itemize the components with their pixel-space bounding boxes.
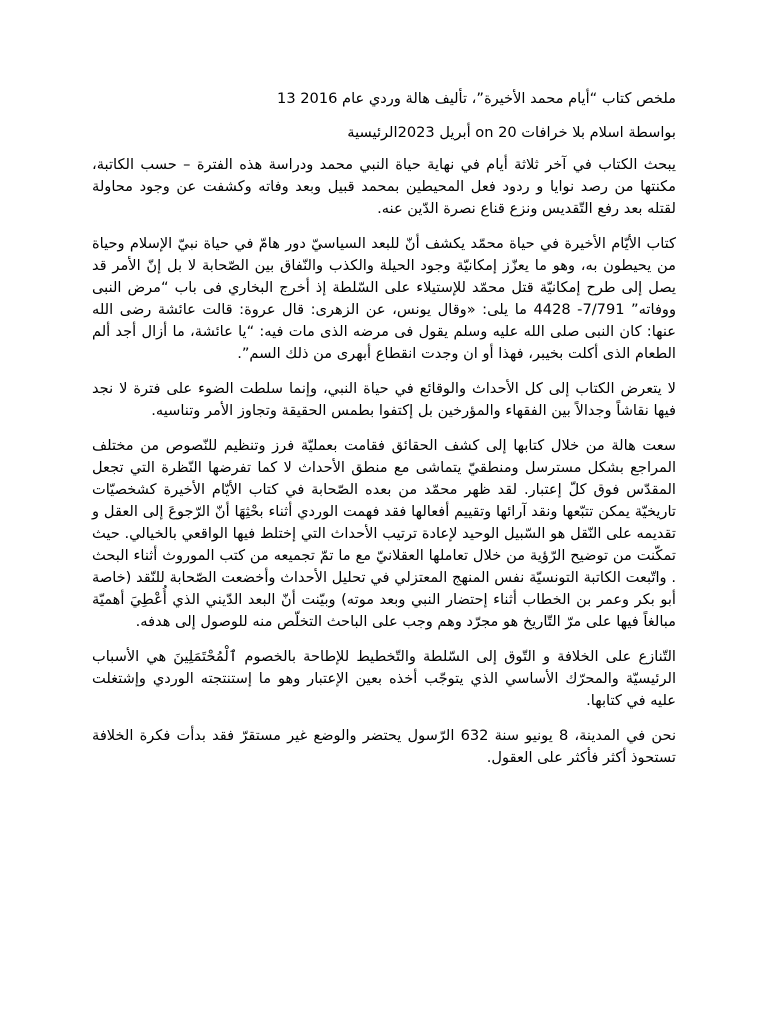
paragraph-4: سعت هالة من خلال كتابها إلى كشف الحقائق فقامت بعمليّة فرز وتنظيم للنّصوص من مختلف المراجع بشكل مسترسل ومنطقيّ يتماشى مع منطق الأحداث لا كما تفرضها النّظرة التي تجعل المقدّس فوق كلّ إعتبار. لقد ظهر محمّد من بعده الصّحابة في كتاب الأيّام الأخيرة كشخصيّات تاريخيّة يمكن تتبّعها ونقد آرائها وتقييم أفعالها فقد فهمت الوردي أثناء بحْثِهَا أنّ الرّجوعَ إلى العقل و تقديمه على النّقل هو السّبيل الوحيد لإعادة ترتيب الأحداث التي إختلط فيها الواقعي بالخيالي. حيث تمكّنت من توضيح الرّؤية من خلال تعاملها العقلانيّ مع ما تمّ تجميعه من كتب الموروث أثناء البحث . واتّبعت الكاتبة التونسيّة نفس المنهج المعتزلي في تحليل الأحداث وأخضعت الصّحابة للنّقد (خاصة أبو بكر وعمر بن الخطاب أثناء إحتضار النبي وبعد موته) وبيّنت أنّ البعد الدّيني الذي أُعْطِيَ أهميّة مبالغاً فيها على مرّ التّاريخ هو مجرّد وهم وجب على الباحث التخلّص منه للوصول إلى هدفه. bbox=[92, 437, 676, 630]
paragraph-1: يبحث الكتاب في آخر ثلاثة أيام في نهاية حياة النبي محمد ودراسة هذه الفترة – حسب الكاتبة، مكنتها من رصد نوايا و ردود فعل المحيطين بمحمد قبيل وبعد وفاته وكشفت عن وجود محاولة لقتله بعد رفع التّقديس ونزع قناع نصرة الدّين عنه. bbox=[92, 156, 676, 217]
paragraph-3: لا يتعرض الكتاب إلى كل الأحداث والوقائع في حياة النبي، وإنما سلطت الضوء على فترة لا نجد فيها نقاشاً وجدالاً بين الفقهاء والمؤرخين بل إكتفوا بطمس الحقيقة وتجاوز الأمر وتناسيه. bbox=[92, 380, 676, 419]
paragraph-5: التّنازع على الخلافة و التّوق إلى السّلطة والتّخطيط للإطاحة بالخصوم ٱلْمُحْتَمَلِينَ هي الأسباب الرئيسيّة والمحرّك الأساسي الذي يتوجّب أخذه بعين الإعتبار وهو ما إستنتجته الوردي وإشتغلت عليه في كتابها. bbox=[92, 648, 676, 709]
document-byline: بواسطة اسلام بلا خرافات on 20 أبريل 2023الرئيسية bbox=[347, 124, 676, 141]
paragraph-2: كتاب الأيّام الأخيرة في حياة محمّد يكشف أنّ للبعد السياسيّ دور هامّ في حياة نبيّ الإسلام وحياة من يحيطون به، وهو ما يعزّز إمكانيّة وجود الحيلة والكذب والنّفاق بين الصّحابة لا بل إنّ الأمر قد يصل إلى طرح إمكانيّة قتل محمّد للإستيلاء على السّلطة إذ أخرج البخاري فى باب “مرض النبى ووفاته” 7/791- 4428 ما يلى: «وقال يونس، عن الزهرى: قال عروة: قالت عائشة رضى الله عنها: كان النبى صلى الله عليه وسلم يقول فى مرضه الذى مات فيه: “يا عائشة، ما أزال أجد ألم الطعام الذى أكلت بخيبر، فهذا أو ان وجدت انقطاع أبهرى من ذلك السم”. bbox=[92, 235, 677, 362]
document-page bbox=[92, 88, 676, 782]
paragraph-6: نحن في المدينة، 8 يونيو سنة 632 الرّسول يحتضر والوضع غير مستقرّ فقد بدأت فكرة الخلافة تستحوذ أكثر فأكثر على العقول. bbox=[92, 727, 677, 766]
document-title: ملخص كتاب “أيام محمد الأخيرة”، تأليف هالة وردي عام 2016 13 bbox=[277, 90, 676, 107]
